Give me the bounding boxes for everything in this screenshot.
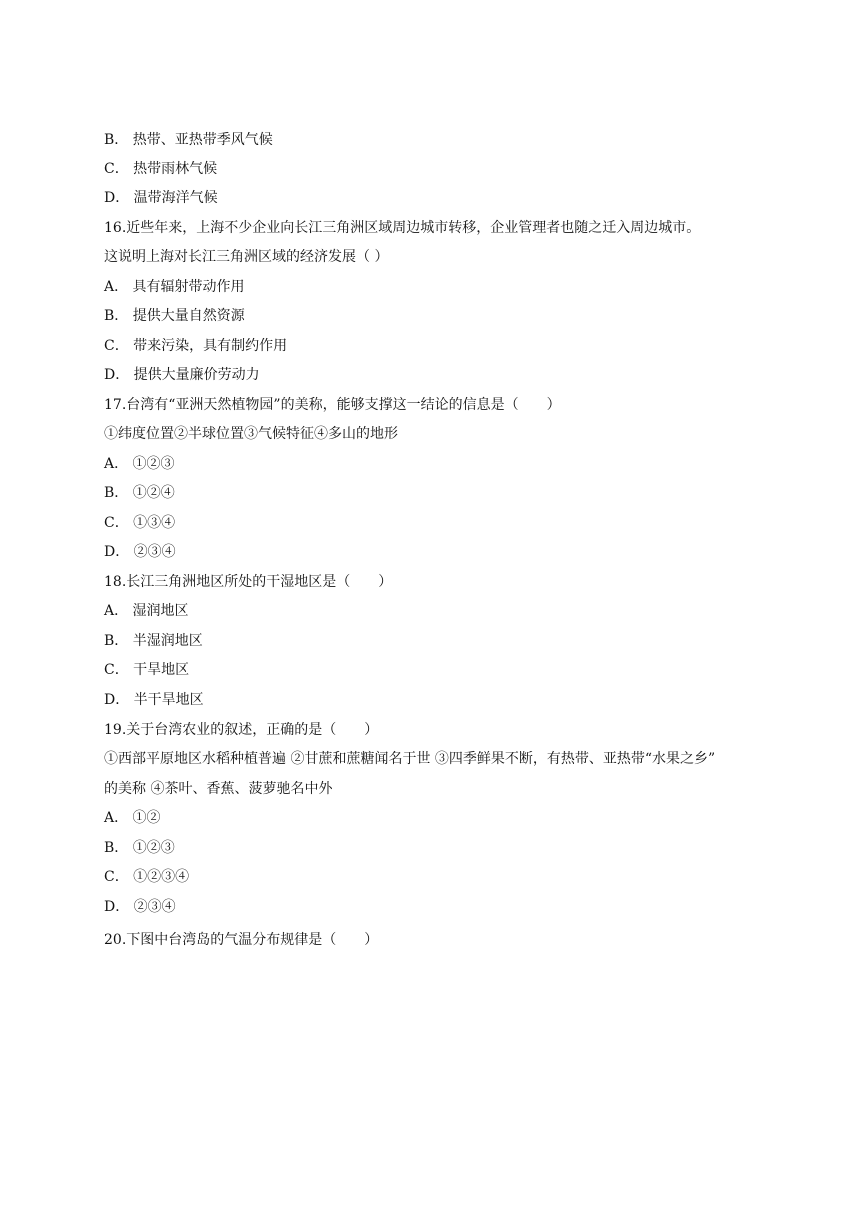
q18-option-d: D． 半干旱地区 bbox=[104, 692, 204, 708]
q15-option-c: C． 热带雨林气候 bbox=[104, 161, 218, 177]
q17-option-a: A． ①②③ bbox=[104, 456, 175, 472]
q17-stem: 17.台湾有“亚洲天然植物园”的美称，能够支撑这一结论的信息是（ ） bbox=[104, 397, 561, 413]
q15-option-b: B． 热带、亚热带季风气候 bbox=[104, 132, 273, 148]
q17-option-c: C． ①③④ bbox=[104, 515, 176, 531]
q17-statements: ①纬度位置②半球位置③气候特征④多山的地形 bbox=[104, 426, 398, 442]
q19-statements-line2: 的美称 ④茶叶、香蕉、菠萝驰名中外 bbox=[104, 781, 333, 797]
q16-stem-line1: 16.近些年来，上海不少企业向长江三角洲区域周边城市转移，企业管理者也随之迁入周边城市。 bbox=[104, 220, 701, 236]
q18-option-a: A． 湿润地区 bbox=[104, 603, 189, 619]
q19-stem: 19.关于台湾农业的叙述，正确的是（ ） bbox=[104, 722, 379, 738]
q18-option-c: C． 干旱地区 bbox=[104, 662, 190, 678]
q19-statements-line1: ①西部平原地区水稻种植普遍 ②甘蔗和蔗糖闻名于世 ③四季鲜果不断，有热带、亚热带“水果之乡” bbox=[104, 751, 716, 767]
q18-option-b: B． 半湿润地区 bbox=[104, 633, 203, 649]
q19-option-c: C． ①②③④ bbox=[104, 869, 190, 885]
q19-option-a: A． ①② bbox=[104, 810, 161, 826]
q19-option-b: B． ①②③ bbox=[104, 840, 175, 856]
q16-stem-line2: 这说明上海对长江三角洲区域的经济发展（ ） bbox=[104, 249, 389, 265]
q17-option-d: D． ②③④ bbox=[104, 544, 176, 560]
q16-option-c: C． 带来污染，具有制约作用 bbox=[104, 338, 288, 354]
q16-option-d: D． 提供大量廉价劳动力 bbox=[104, 367, 260, 383]
q18-stem: 18.长江三角洲地区所处的干湿地区是（ ） bbox=[104, 574, 393, 590]
q16-option-b: B． 提供大量自然资源 bbox=[104, 308, 245, 324]
q17-option-b: B． ①②④ bbox=[104, 485, 175, 501]
q19-option-d: D． ②③④ bbox=[104, 899, 176, 915]
q20-stem: 20.下图中台湾岛的气温分布规律是（ ） bbox=[104, 932, 379, 948]
q16-option-a: A． 具有辐射带动作用 bbox=[104, 279, 245, 295]
q15-option-d: D． 温带海洋气候 bbox=[104, 190, 218, 206]
